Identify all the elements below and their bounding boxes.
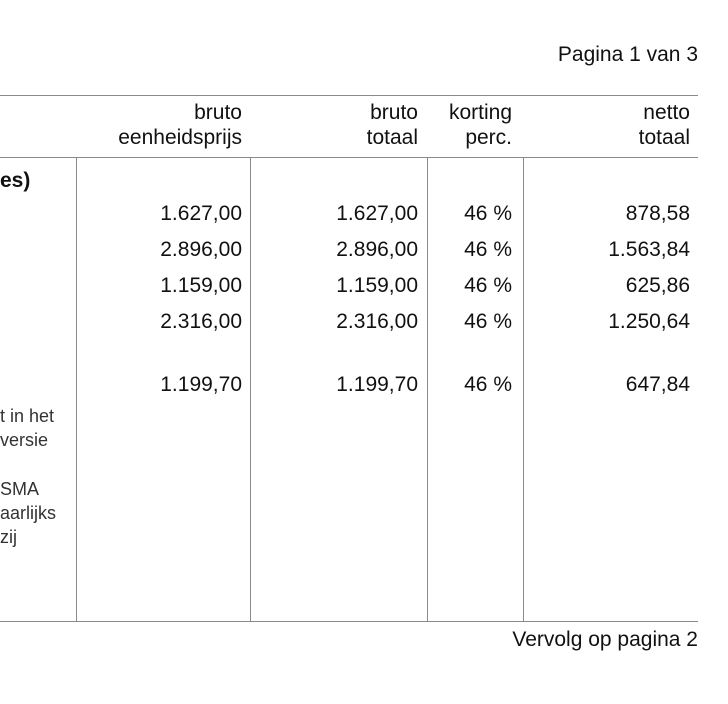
cell-discount: 46 % bbox=[464, 202, 512, 225]
table-row bbox=[0, 238, 728, 264]
cell-discount: 46 % bbox=[464, 238, 512, 261]
cell-net-total: 878,58 bbox=[625, 202, 690, 225]
cell-discount: 46 % bbox=[464, 373, 512, 396]
table-row bbox=[0, 373, 728, 399]
cell-gross-total: 1.199,70 bbox=[336, 373, 418, 396]
cell-unit-price: 1.159,00 bbox=[160, 274, 242, 297]
header-net-total-line2: totaal bbox=[638, 126, 690, 149]
header-discount bbox=[449, 100, 512, 150]
cell-gross-total: 1.159,00 bbox=[336, 274, 418, 297]
header-net-total-line1: netto bbox=[643, 101, 690, 124]
continuation-note: Vervolg op pagina 2 bbox=[512, 628, 698, 651]
cell-unit-price: 1.627,00 bbox=[160, 202, 242, 225]
header-unit-price bbox=[118, 100, 242, 150]
cell-discount: 46 % bbox=[464, 310, 512, 333]
header-gross-total bbox=[367, 100, 418, 150]
description-fragment: t in het versie bbox=[0, 406, 55, 450]
cell-net-total: 1.250,64 bbox=[608, 310, 690, 333]
header-unit-price-line2: eenheidsprijs bbox=[118, 126, 242, 149]
header-gross-total-line1: bruto bbox=[370, 101, 418, 124]
table-row bbox=[0, 274, 728, 300]
cell-gross-total: 2.316,00 bbox=[336, 310, 418, 333]
cell-net-total: 1.563,84 bbox=[608, 238, 690, 261]
cell-discount: 46 % bbox=[464, 274, 512, 297]
cell-net-total: 625,86 bbox=[625, 274, 690, 297]
cell-gross-total: 2.896,00 bbox=[336, 238, 418, 261]
table-row bbox=[0, 310, 728, 336]
cell-unit-price: 2.316,00 bbox=[160, 310, 242, 333]
header-discount-line1: korting bbox=[448, 101, 512, 124]
cell-unit-price: 1.199,70 bbox=[160, 373, 242, 396]
description-fragment: SMA aarlijks zij bbox=[0, 479, 57, 547]
section-title: es) bbox=[0, 169, 31, 192]
header-bottom-rule bbox=[0, 157, 698, 158]
cell-unit-price: 2.896,00 bbox=[160, 238, 242, 261]
header-gross-total-line2: totaal bbox=[366, 126, 418, 149]
table-top-rule bbox=[0, 95, 698, 96]
header-unit-price-line1: bruto bbox=[194, 101, 242, 124]
cell-gross-total: 1.627,00 bbox=[336, 202, 418, 225]
cell-net-total: 647,84 bbox=[625, 373, 690, 396]
header-discount-line2: perc. bbox=[465, 126, 512, 149]
header-net-total bbox=[639, 100, 690, 150]
page-indicator: Pagina 1 van 3 bbox=[557, 43, 698, 66]
table-bottom-rule bbox=[0, 621, 698, 622]
table-row bbox=[0, 202, 728, 228]
